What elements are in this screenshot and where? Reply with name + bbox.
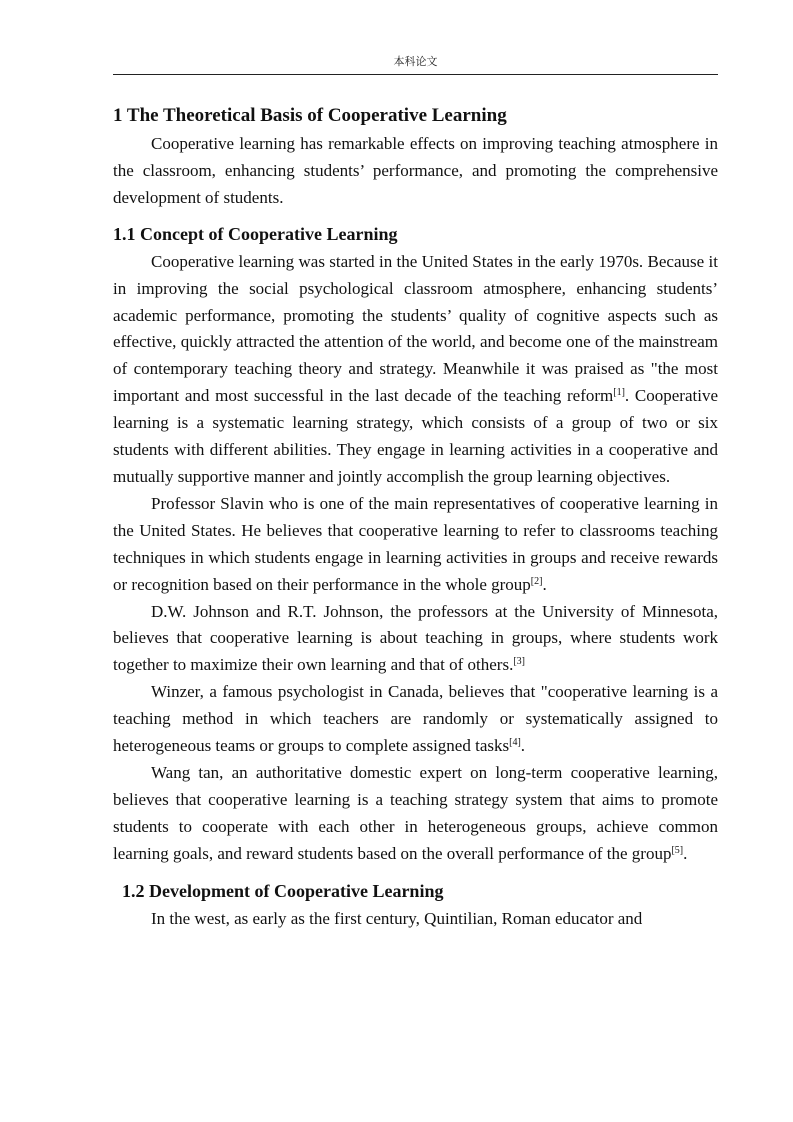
paragraph-text: . Cooperative learning is a systematic learning strategy, which consists of a group of two or six students with different abilities. They engage in learning activities in a cooperative and mutually supportive manner and jointly accomplish the group learning objectives. — [113, 386, 718, 486]
paragraph-concept-5 — [113, 760, 718, 868]
section-heading-1: 1 The Theoretical Basis of Cooperative Learning — [113, 105, 507, 126]
paragraph-text: In the west, as early as the first century, Quintilian, Roman educator and — [151, 908, 643, 928]
paragraph-concept-4 — [113, 679, 718, 760]
paragraph-text: . — [683, 843, 688, 863]
header-title: 本科论文 — [393, 55, 438, 68]
paragraph-text: Winzer, a famous psychologist in Canada, believes that "cooperative learning is a teaching method in which teachers are randomly or systematically assigned to heterogeneous teams or groups to complete assigned tasks — [113, 682, 718, 756]
document-body — [113, 102, 718, 932]
citation-ref-2: [2] — [530, 575, 543, 587]
page-header — [113, 54, 718, 75]
section-heading-1-2: 1.2 Development of Cooperative Learning — [122, 880, 444, 901]
citation-ref-4: [4] — [509, 737, 521, 749]
paragraph-text: Wang tan, an authoritative domestic expert on long-term cooperative learning, believes that cooperative learning is a teaching strategy system that aims to promote students to cooperate with each other in heterogeneous groups, achieve common learning goals, and reward students based on the overall performance of the group — [113, 762, 718, 863]
paragraph-intro — [113, 131, 718, 212]
paragraph-concept-2 — [113, 491, 718, 599]
paragraph-concept-1 — [113, 249, 718, 491]
paragraph-concept-3 — [113, 599, 718, 680]
paragraph-text: Cooperative learning has remarkable effects on improving teaching atmosphere in the classroom, enhancing students’ performance, and promoting the comprehensive development of students. — [113, 134, 718, 207]
citation-ref-5: [5] — [671, 844, 684, 856]
paragraph-text: . — [542, 574, 547, 594]
paragraph-text: . — [520, 736, 526, 756]
citation-ref-3: [3] — [513, 656, 525, 668]
paragraph-text: Professor Slavin who is one of the main representatives of cooperative learning in the United States. He believes that cooperative learning to refer to classrooms teaching techniques in which students engage in learning activities in groups and receive rewards or recognition based on their performance in the whole group — [113, 493, 718, 594]
citation-ref-1: [1] — [613, 387, 625, 399]
paragraph-text: Cooperative learning was started in the United States in the early 1970s. Because it in improving the social psychological classroom atmosphere, enhancing students’ academic performance, promoting the students’ quality of cognitive aspects such as effective, quickly attracted the attention of the world, and become one of the mainstream of contemporary teaching theory and strategy. Meanwhile it was praised as "the most important and most successful in the last decade of the teaching reform — [113, 251, 718, 406]
section-heading-1-1: 1.1 Concept of Cooperative Learning — [113, 223, 398, 244]
paragraph-development-1 — [113, 906, 718, 933]
paragraph-text: D.W. Johnson and R.T. Johnson, the professors at the University of Minnesota, believes that cooperative learning is about teaching in groups, where students work together to maximize their own learning and that of others. — [113, 601, 718, 675]
